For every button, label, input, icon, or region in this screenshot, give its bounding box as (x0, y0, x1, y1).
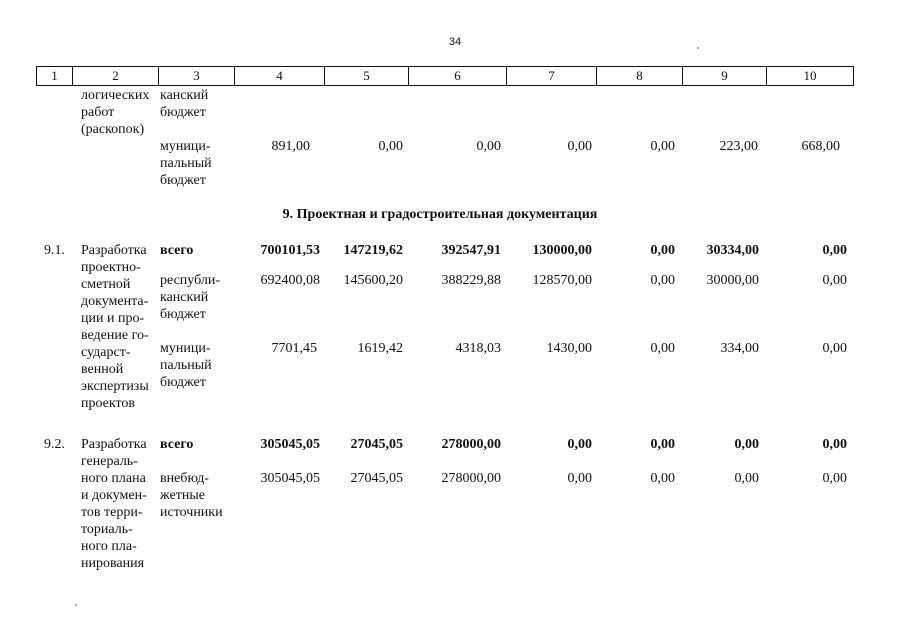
item-name-line: ториаль- (81, 522, 133, 537)
item-name-line: проектно- (81, 260, 141, 275)
value-cell: 334,00 (720, 341, 759, 356)
column-header: 1 (36, 67, 72, 85)
page-number: 34 (448, 36, 462, 48)
value-cell: 0,00 (650, 341, 675, 356)
extra-budget-source-line: источники (160, 505, 223, 520)
value-cell: 668,00 (801, 139, 840, 154)
item-name-line: ведение го- (81, 328, 149, 343)
value-cell: 392547,91 (441, 243, 501, 258)
value-cell: 0,00 (650, 437, 675, 452)
item-name-line: экспертизы (81, 379, 149, 394)
item-name-line: нирования (81, 556, 145, 571)
value-cell: 0,00 (650, 139, 675, 154)
section-title: 9. Проектная и градостроительная документация (282, 207, 598, 222)
value-cell: 388229,88 (441, 273, 501, 288)
value-cell: 305045,05 (260, 437, 320, 452)
value-cell: 27045,05 (350, 471, 403, 486)
value-cell: 0,00 (378, 139, 403, 154)
value-cell: 891,00 (271, 139, 310, 154)
value-cell: 27045,05 (350, 437, 403, 452)
value-cell: 0,00 (734, 471, 759, 486)
item-name-line: ции и про- (81, 311, 145, 326)
column-header: 8 (596, 67, 682, 85)
value-cell: 128570,00 (532, 273, 592, 288)
item-name-line: Разработка (81, 437, 147, 452)
republic-source-line: бюджет (160, 307, 206, 322)
value-cell: 0,00 (822, 243, 847, 258)
value-cell: 130000,00 (532, 243, 592, 258)
column-header: 3 (158, 67, 234, 85)
municipal-source-line: бюджет (160, 375, 206, 390)
value-cell: 1619,42 (357, 341, 403, 356)
value-cell: 30334,00 (706, 243, 759, 258)
municipal-source-line: муници- (160, 139, 211, 154)
item-name-line: тов терри- (81, 505, 143, 520)
republic-source-line: канский (160, 290, 209, 305)
scan-speck (75, 604, 77, 606)
extra-budget-source-line: внебюд- (160, 471, 209, 486)
value-cell: 0,00 (734, 437, 759, 452)
scan-speck (697, 47, 699, 49)
value-cell: 700101,53 (260, 243, 320, 258)
column-header: 2 (72, 67, 158, 85)
value-cell: 0,00 (567, 437, 592, 452)
item-number: 9.2. (44, 437, 65, 452)
value-cell: 278000,00 (441, 437, 501, 452)
total-label: всего (160, 437, 194, 452)
municipal-source-line: бюджет (160, 173, 206, 188)
continued-source-line: бюджет (160, 105, 206, 120)
municipal-source-line: пальный (160, 358, 212, 373)
value-cell: 0,00 (822, 437, 847, 452)
column-header: 4 (234, 67, 324, 85)
value-cell: 0,00 (476, 139, 501, 154)
value-cell: 145600,20 (343, 273, 403, 288)
value-cell: 0,00 (567, 139, 592, 154)
item-name-line: проектов (81, 396, 136, 411)
value-cell: 30000,00 (706, 273, 759, 288)
value-cell: 0,00 (650, 243, 675, 258)
column-header: 5 (324, 67, 408, 85)
value-cell: 278000,00 (441, 471, 501, 486)
value-cell: 147219,62 (343, 243, 403, 258)
value-cell: 0,00 (650, 273, 675, 288)
item-name-line: Разработка (81, 243, 147, 258)
item-name-line: ного плана (81, 471, 146, 486)
municipal-source-line: пальный (160, 156, 212, 171)
value-cell: 692400,08 (260, 273, 320, 288)
item-name-line: сударст- (81, 345, 131, 360)
column-number-header (36, 66, 854, 86)
value-cell: 0,00 (650, 471, 675, 486)
value-cell: 1430,00 (546, 341, 592, 356)
item-name-line: венной (81, 362, 124, 377)
value-cell: 0,00 (822, 341, 847, 356)
item-name-line: сметной (81, 277, 131, 292)
value-cell: 0,00 (822, 471, 847, 486)
value-cell: 305045,05 (260, 471, 320, 486)
column-header: 9 (682, 67, 766, 85)
item-number: 9.1. (44, 243, 65, 258)
value-cell: 223,00 (719, 139, 758, 154)
value-cell: 0,00 (567, 471, 592, 486)
column-header: 6 (408, 67, 506, 85)
republic-source-line: республи- (160, 273, 220, 288)
column-header: 7 (506, 67, 596, 85)
extra-budget-source-line: жетные (160, 488, 205, 503)
value-cell: 7701,45 (271, 341, 317, 356)
column-header: 10 (766, 67, 854, 85)
continued-name-line: (раскопок) (81, 122, 145, 137)
item-name-line: генераль- (81, 454, 138, 469)
value-cell: 0,00 (822, 273, 847, 288)
item-name-line: документа- (81, 294, 149, 309)
continued-source-line: канский (160, 88, 209, 103)
continued-name-line: работ (81, 105, 115, 120)
value-cell: 4318,03 (455, 341, 501, 356)
item-name-line: ного пла- (81, 539, 137, 554)
municipal-source-line: муници- (160, 341, 211, 356)
continued-name-line: логических (81, 88, 150, 103)
total-label: всего (160, 243, 194, 258)
item-name-line: и докумен- (81, 488, 147, 503)
